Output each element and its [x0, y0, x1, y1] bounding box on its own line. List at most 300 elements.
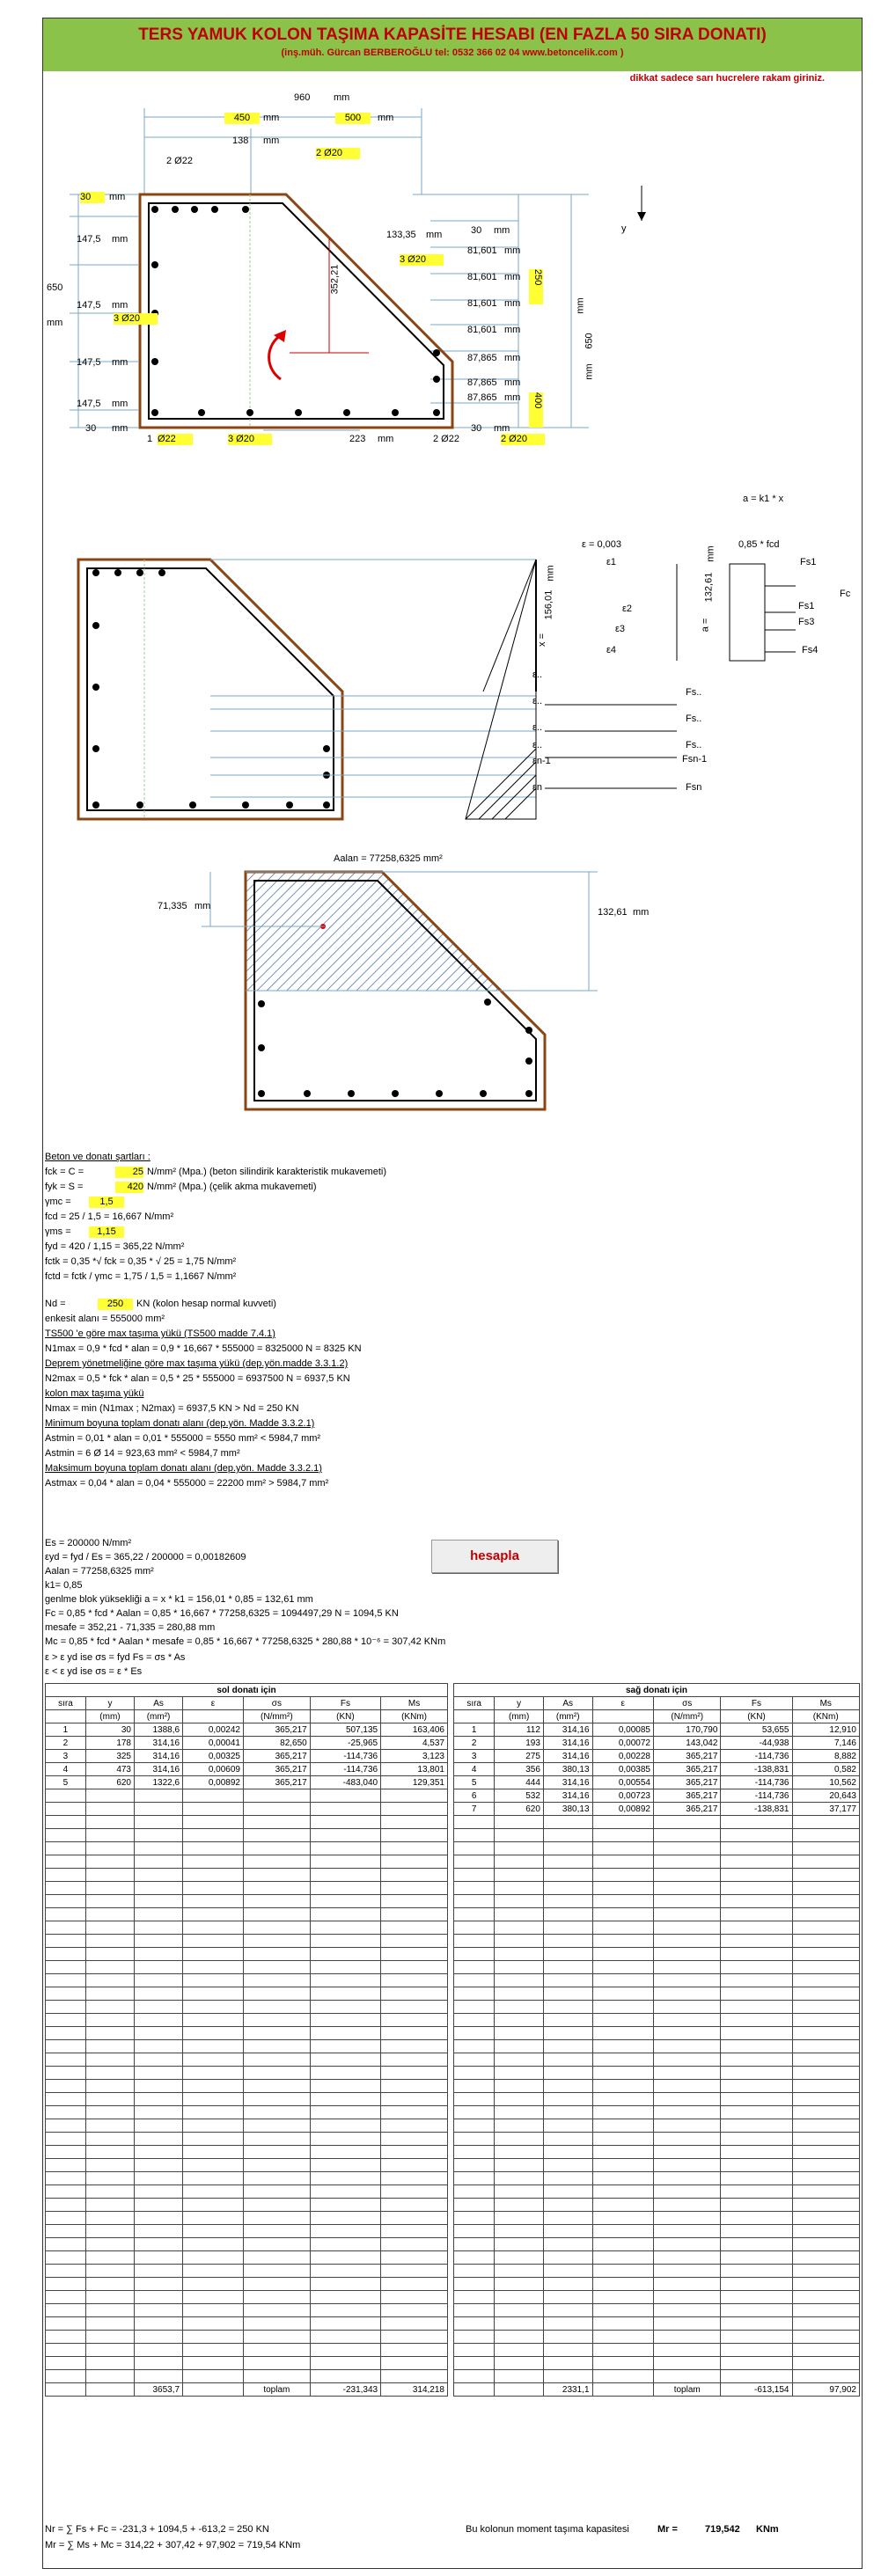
table-row	[454, 2067, 860, 2080]
table-cell: 365,217	[243, 1776, 310, 1789]
table-cell	[310, 1987, 380, 2001]
table-cell	[46, 2344, 86, 2357]
table-row	[46, 2291, 448, 2304]
table-cell	[592, 2291, 653, 2304]
table-cell	[792, 1869, 860, 1882]
table-cell	[46, 1803, 86, 1816]
hesapla-button[interactable]: hesapla	[431, 1540, 558, 1573]
input-top-rebar[interactable]: 2 Ø20	[316, 148, 360, 159]
table-cell	[243, 2001, 310, 2014]
page-title: TERS YAMUK KOLON TAŞIMA KAPASİTE HESABI (EN FAZLA 50 SIRA DONATI)	[138, 26, 767, 44]
table-cell	[792, 2317, 860, 2331]
table-cell	[243, 2370, 310, 2383]
input-cover-top[interactable]: 30	[80, 192, 105, 203]
table-cell	[310, 1895, 380, 1908]
table-cell	[135, 2251, 183, 2265]
table-cell	[381, 2304, 448, 2317]
table-cell	[310, 2093, 380, 2106]
table-cell	[135, 2185, 183, 2199]
table-cell	[243, 2067, 310, 2080]
table-cell	[721, 2265, 792, 2278]
table-cell	[543, 1948, 592, 1961]
table-cell	[654, 2344, 721, 2357]
table-cell	[592, 2225, 653, 2238]
table-cell: 10,562	[792, 1776, 860, 1789]
table-cell	[543, 1935, 592, 1948]
table-cell	[135, 2331, 183, 2344]
table-cell: 4	[454, 1763, 495, 1776]
table-cell	[592, 2251, 653, 2265]
table-cell	[495, 1869, 544, 1882]
table-row	[46, 1855, 448, 1869]
table-row	[46, 1737, 448, 1750]
table-cell: 314,16	[135, 1763, 183, 1776]
table-cell: 380,13	[543, 1803, 592, 1816]
table-cell	[454, 1961, 495, 1974]
table-cell: 365,217	[654, 1763, 721, 1776]
table-cell	[310, 2317, 380, 2331]
table-cell	[46, 2040, 86, 2053]
table-cell	[721, 2146, 792, 2159]
table-cell	[135, 1895, 183, 1908]
table-cell	[792, 2278, 860, 2291]
table-row	[46, 2093, 448, 2106]
table-cell	[792, 1842, 860, 1855]
table-cell	[543, 2067, 592, 2080]
table-cell	[183, 2251, 244, 2265]
table-cell: 163,406	[381, 1723, 448, 1737]
input-bot-rebar-4[interactable]: 2 Ø20	[501, 434, 545, 445]
table-cell	[135, 1869, 183, 1882]
input-dim-250[interactable]: 250	[529, 269, 543, 304]
table-cell: 0,582	[792, 1763, 860, 1776]
input-fyk[interactable]: 420	[115, 1182, 143, 1193]
table-cell	[495, 2014, 544, 2027]
table-cell	[792, 2265, 860, 2278]
table-cell	[46, 2331, 86, 2344]
table-cell: 380,13	[543, 1763, 592, 1776]
table-cell	[721, 2014, 792, 2027]
table-cell: 314,16	[543, 1776, 592, 1789]
table-cell: 5	[46, 1776, 86, 1789]
table-cell	[592, 2106, 653, 2119]
table-row	[454, 2370, 860, 2383]
table-cell	[85, 2199, 134, 2212]
table-row	[454, 2053, 860, 2067]
table-cell	[310, 2331, 380, 2344]
input-top-right-width[interactable]: 500	[335, 113, 371, 124]
table-row	[454, 2027, 860, 2040]
table-cell	[543, 2119, 592, 2133]
input-fck[interactable]: 25	[115, 1167, 143, 1178]
table-cell	[46, 2212, 86, 2225]
table-cell	[310, 1829, 380, 1842]
table-cell: 365,217	[654, 1789, 721, 1803]
mr-sum: Mr = ∑ Ms + Mc = 314,22 + 307,42 + 97,902 = 719,54 KNm	[45, 2540, 301, 2550]
col-unit	[183, 1710, 244, 1723]
table-cell	[543, 2344, 592, 2357]
table-cell	[46, 2225, 86, 2238]
table-cell	[454, 1869, 495, 1882]
table-cell	[183, 1987, 244, 2001]
table-cell	[654, 1855, 721, 1869]
table-cell	[543, 2304, 592, 2317]
table-row	[46, 1987, 448, 2001]
table-cell	[381, 2053, 448, 2067]
table-cell	[243, 1921, 310, 1935]
table-cell: 365,217	[243, 1763, 310, 1776]
table-row	[454, 1948, 860, 1961]
table-cell	[46, 2265, 86, 2278]
table-cell	[592, 2133, 653, 2146]
table-row	[46, 2199, 448, 2212]
col-unit: (mm)	[85, 1710, 134, 1723]
table-cell	[243, 1803, 310, 1816]
table-row	[454, 1723, 860, 1737]
table-cell	[543, 1855, 592, 1869]
table-cell: 37,177	[792, 1803, 860, 1816]
table-cell	[243, 2027, 310, 2040]
table-row	[454, 1987, 860, 2001]
table-cell	[381, 1961, 448, 1974]
table-cell	[183, 2067, 244, 2080]
table-cell	[721, 2172, 792, 2185]
table-cell	[85, 1829, 134, 1842]
table-cell: 0,00723	[592, 1789, 653, 1803]
table-cell	[495, 2159, 544, 2172]
input-top-left-width[interactable]: 450	[224, 113, 260, 124]
table-cell	[243, 2212, 310, 2225]
table-cell	[381, 2225, 448, 2238]
table-cell	[85, 2001, 134, 2014]
table-cell	[654, 2331, 721, 2344]
table-cell	[454, 2172, 495, 2185]
table-cell	[543, 1908, 592, 1921]
table-cell	[543, 2080, 592, 2093]
table-cell	[85, 1816, 134, 1829]
table-cell	[495, 2106, 544, 2119]
table-cell	[495, 1974, 544, 1987]
table-cell	[654, 1895, 721, 1908]
table-cell: 170,790	[654, 1723, 721, 1737]
input-right-rebar[interactable]: 3 Ø20	[400, 254, 444, 266]
col-header: Fs	[721, 1697, 792, 1710]
table-cell: -138,831	[721, 1763, 792, 1776]
table-cell	[46, 1816, 86, 1829]
table-row	[454, 1829, 860, 1842]
table-cell	[454, 2027, 495, 2040]
table-cell	[381, 1869, 448, 1882]
table-cell	[135, 1908, 183, 1921]
table-cell	[46, 2053, 86, 2067]
table-cell	[46, 2251, 86, 2265]
table-cell	[135, 2106, 183, 2119]
table-cell	[310, 2027, 380, 2040]
table-cell	[243, 2238, 310, 2251]
table-cell	[592, 2146, 653, 2159]
table-row	[46, 2040, 448, 2053]
table-cell	[495, 2370, 544, 2383]
table-cell	[381, 1855, 448, 1869]
table-cell: 53,655	[721, 1723, 792, 1737]
table-cell: 356	[495, 1763, 544, 1776]
table-cell	[46, 1935, 86, 1948]
table-cell	[592, 1869, 653, 1882]
table-cell	[495, 2001, 544, 2014]
table-cell	[454, 1935, 495, 1948]
table-cell	[721, 2053, 792, 2067]
table-cell	[183, 1869, 244, 1882]
table-cell	[183, 2331, 244, 2344]
table-cell	[381, 1882, 448, 1895]
table-cell	[454, 2185, 495, 2199]
table-cell	[243, 2185, 310, 2199]
table-cell	[654, 2080, 721, 2093]
table-cell	[183, 2278, 244, 2291]
total-cell	[85, 2383, 134, 2397]
table-cell	[85, 2133, 134, 2146]
table-cell	[454, 2225, 495, 2238]
table-cell	[721, 2027, 792, 2040]
table-cell	[135, 1842, 183, 1855]
table-cell	[310, 1803, 380, 1816]
table-row	[46, 1869, 448, 1882]
table-cell	[381, 1987, 448, 2001]
table-cell	[46, 1948, 86, 1961]
table-cell	[454, 1842, 495, 1855]
input-left-rebar[interactable]: 3 Ø20	[114, 313, 158, 325]
table-cell	[310, 2146, 380, 2159]
input-gamma-ms[interactable]: 1,15	[89, 1226, 124, 1238]
table-cell	[592, 1882, 653, 1895]
table-cell	[543, 2225, 592, 2238]
table-row	[46, 1908, 448, 1921]
table-cell	[495, 1948, 544, 1961]
table-cell: 30	[85, 1723, 134, 1737]
table-cell	[310, 2014, 380, 2027]
table-cell	[135, 2317, 183, 2331]
table-cell	[454, 2106, 495, 2119]
table-cell	[243, 2040, 310, 2053]
table-cell	[183, 2080, 244, 2093]
table-cell: 532	[495, 1789, 544, 1803]
table-row	[46, 1948, 448, 1961]
table-row	[454, 2251, 860, 2265]
table-cell	[243, 1895, 310, 1908]
table-cell	[183, 2199, 244, 2212]
table-cell	[310, 2199, 380, 2212]
table-row	[46, 2357, 448, 2370]
table-cell	[792, 1895, 860, 1908]
table-cell	[243, 2225, 310, 2238]
table-cell	[654, 2133, 721, 2146]
table-cell	[183, 2225, 244, 2238]
table-cell	[46, 1961, 86, 1974]
table-cell	[792, 1921, 860, 1935]
table-cell	[183, 1921, 244, 1935]
table-cell	[454, 1948, 495, 1961]
table-cell	[310, 2053, 380, 2067]
table-cell	[243, 1974, 310, 1987]
table-cell	[495, 2067, 544, 2080]
table-cell	[495, 1895, 544, 1908]
table-cell	[592, 1908, 653, 1921]
table-row	[454, 1750, 860, 1763]
table-cell: 507,135	[310, 1723, 380, 1737]
table-cell	[183, 2304, 244, 2317]
table-cell	[46, 2001, 86, 2014]
table-cell	[721, 2067, 792, 2080]
input-gamma-mc[interactable]: 1,5	[89, 1197, 124, 1208]
table-cell: 12,910	[792, 1723, 860, 1737]
table-cell	[454, 2291, 495, 2304]
table-row	[454, 1816, 860, 1829]
total-cell: 314,218	[381, 2383, 448, 2397]
table-cell	[654, 1816, 721, 1829]
table-cell	[792, 2093, 860, 2106]
table-cell	[85, 2014, 134, 2027]
table-row	[46, 1935, 448, 1948]
table-cell	[85, 1961, 134, 1974]
col-unit	[592, 1710, 653, 1723]
table-row	[454, 1855, 860, 1869]
table-cell	[46, 2093, 86, 2106]
table-cell	[135, 2080, 183, 2093]
mr-capacity-value: 719,542	[705, 2524, 740, 2535]
table-cell	[654, 1935, 721, 1948]
table-cell	[792, 1855, 860, 1869]
table-cell	[792, 1816, 860, 1829]
table-cell	[310, 2067, 380, 2080]
table-cell	[495, 1987, 544, 2001]
col-header: As	[135, 1697, 183, 1710]
table-cell	[592, 2119, 653, 2133]
table-cell	[654, 2317, 721, 2331]
table-cell	[721, 2291, 792, 2304]
col-unit: (N/mm²)	[654, 1710, 721, 1723]
table-cell	[454, 2304, 495, 2317]
table-cell	[135, 1882, 183, 1895]
table-cell	[310, 2278, 380, 2291]
table-cell	[85, 2238, 134, 2251]
table-cell	[792, 2344, 860, 2357]
table-cell	[183, 1882, 244, 1895]
input-dim-400[interactable]: 400	[529, 392, 543, 428]
table-cell: 129,351	[381, 1776, 448, 1789]
table-cell	[85, 2040, 134, 2053]
table-cell	[46, 1921, 86, 1935]
table-row	[46, 2172, 448, 2185]
table-cell: -114,736	[721, 1750, 792, 1763]
table-cell	[46, 2014, 86, 2027]
input-nd[interactable]: 250	[98, 1299, 133, 1310]
table-cell	[654, 2304, 721, 2317]
table-cell	[792, 1961, 860, 1974]
table-cell	[381, 1842, 448, 1855]
table-cell	[243, 2199, 310, 2212]
table-cell	[792, 2001, 860, 2014]
table-row	[454, 1935, 860, 1948]
table-cell	[85, 2331, 134, 2344]
table-cell	[721, 2357, 792, 2370]
input-bot-rebar-1[interactable]: Ø22	[158, 434, 193, 445]
table-cell	[135, 2344, 183, 2357]
table-cell	[85, 2304, 134, 2317]
table-cell: 5	[454, 1776, 495, 1789]
table-row	[46, 1763, 448, 1776]
table-cell: 365,217	[654, 1776, 721, 1789]
table-cell	[381, 2331, 448, 2344]
total-cell: toplam	[243, 2383, 310, 2397]
table-cell	[310, 2370, 380, 2383]
table-cell	[543, 2212, 592, 2225]
table-cell	[310, 2172, 380, 2185]
table-row	[46, 1842, 448, 1855]
table-cell: -114,736	[310, 1750, 380, 1763]
table-cell	[654, 2119, 721, 2133]
table-cell	[183, 2357, 244, 2370]
table-cell	[792, 2370, 860, 2383]
total-cell	[46, 2383, 86, 2397]
table-row	[46, 2185, 448, 2199]
table-cell	[46, 2199, 86, 2212]
table-cell: 8,882	[792, 1750, 860, 1763]
table-cell	[454, 1974, 495, 1987]
table-cell	[85, 2265, 134, 2278]
table-row	[46, 2317, 448, 2331]
table-cell	[183, 2185, 244, 2199]
table-cell	[135, 2119, 183, 2133]
table-row	[46, 1723, 448, 1737]
table-cell	[381, 1908, 448, 1921]
table-cell	[654, 1869, 721, 1882]
total-cell: 3653,7	[135, 2383, 183, 2397]
table-cell	[721, 2185, 792, 2199]
table-cell: 275	[495, 1750, 544, 1763]
table-cell	[381, 2370, 448, 2383]
table-row	[454, 1974, 860, 1987]
table-cell	[654, 2159, 721, 2172]
table-row	[454, 1763, 860, 1776]
table-cell	[792, 2080, 860, 2093]
table-row	[454, 2001, 860, 2014]
table-row	[454, 2106, 860, 2119]
table-cell	[792, 1974, 860, 1987]
table-cell	[46, 2106, 86, 2119]
table-cell	[543, 2146, 592, 2159]
table-cell: 1	[46, 1723, 86, 1737]
table-row	[454, 2357, 860, 2370]
table-cell	[543, 2106, 592, 2119]
input-bot-rebar-2[interactable]: 3 Ø20	[228, 434, 272, 445]
col-unit: (KN)	[721, 1710, 792, 1723]
table-row	[46, 2225, 448, 2238]
table-cell: 1322,6	[135, 1776, 183, 1789]
table-cell	[543, 2238, 592, 2251]
table-cell: 314,16	[543, 1723, 592, 1737]
table-cell	[183, 1948, 244, 1961]
table-cell: 178	[85, 1737, 134, 1750]
table-cell: 0,00892	[592, 1803, 653, 1816]
table-cell	[135, 2133, 183, 2146]
table-cell	[135, 2357, 183, 2370]
col-header: σs	[654, 1697, 721, 1710]
table-cell	[183, 1842, 244, 1855]
table-cell	[495, 1935, 544, 1948]
table-cell	[243, 2146, 310, 2159]
table-cell	[183, 2001, 244, 2014]
table-cell	[381, 1816, 448, 1829]
